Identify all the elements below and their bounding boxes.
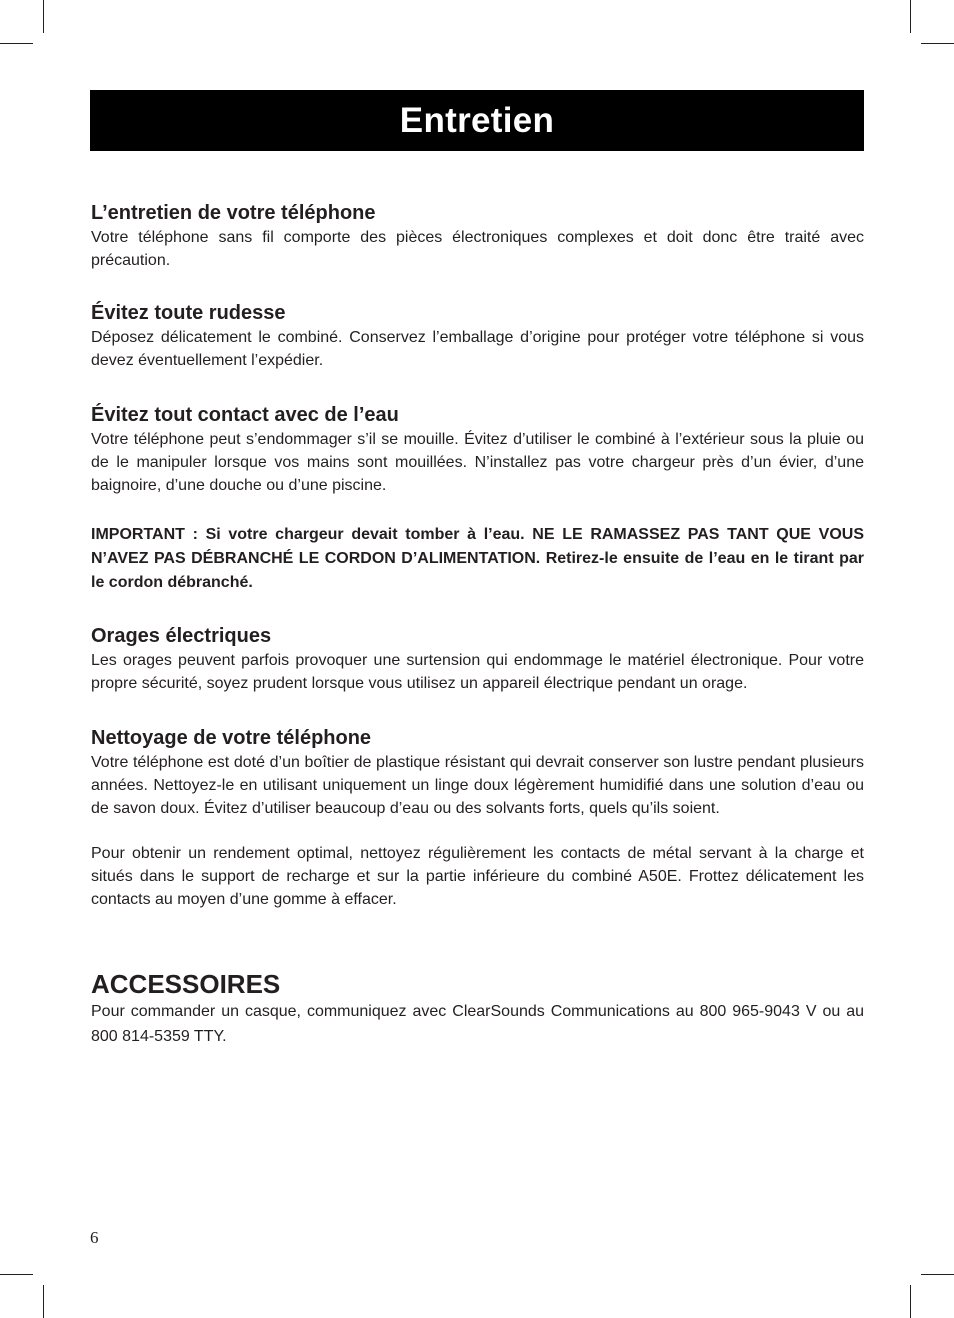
section-body: Votre téléphone sans fil comporte des pièces électroniques complexes et doit donc être traité avec précaution. [91,229,864,269]
section-cleaning [91,725,864,911]
section-heading: Évitez tout contact avec de l’eau [91,404,399,426]
crop-mark [0,43,33,44]
section-body: Votre téléphone peut s’endommager s’il se mouille. Évitez d’utiliser le combiné à l’extérieur sous la pluie ou de le manipuler lorsque vos mains sont mouillées. N’installez pas votre chargeur près d’un évier, d’une baignoire, d’une douche ou d’une piscine. [91,431,864,494]
section-storms [91,623,864,695]
section-body: Les orages peuvent parfois provoquer une surtension qui endommage le matériel électronique. Pour votre propre sécurité, soyez prudent lorsque vous utilisez un appareil électrique pendant un orage. [91,652,864,692]
section-accessories [91,969,864,1049]
important-notice: IMPORTANT : Si votre chargeur devait tomber à l’eau. NE LE RAMASSEZ PAS TANT QUE VOUS N’AVEZ PAS DÉBRANCHÉ LE CORDON D’ALIMENTATION. Retirez-le ensuite de l’eau en le tirant par le cordon débranché. [91,526,864,591]
crop-mark [910,1285,911,1318]
page-title: Entretien [399,101,555,140]
section-heading: Orages électriques [91,625,272,647]
section-body-2: Pour obtenir un rendement optimal, nettoyez régulièrement les contacts de métal servant à la charge et situés dans le support de recharge et sur la partie inférieure du combiné A50E. Frottez délicatement les contacts au moyen d’une gomme à effacer. [91,845,864,908]
crop-mark [921,1274,954,1275]
crop-mark [910,0,911,33]
crop-mark [43,1285,44,1318]
section-heading: L’entretien de votre téléphone [91,202,376,224]
title-bar [90,90,864,151]
section-rough-handling [91,300,864,372]
section-body: Déposez délicatement le combiné. Conservez l’emballage d’origine pour protéger votre téléphone si vous devez éventuellement l’expédier. [91,329,864,369]
accessories-heading: ACCESSOIRES [91,969,281,999]
accessories-body: Pour commander un casque, communiquez avec ClearSounds Communications au 800 965-9043 V ou au 800 814-5359 TTY. [91,1003,864,1045]
page-number: 6 [90,1228,99,1247]
section-heading: Nettoyage de votre téléphone [91,727,372,749]
crop-mark [921,43,954,44]
section-body: Votre téléphone est doté d’un boîtier de plastique résistant qui devrait conserver son lustre pendant plusieurs années. Nettoyez-le en utilisant uniquement un linge doux légèrement humidifié dans une solution d’eau ou de savon doux. Évitez d’utiliser beaucoup d’eau ou des solvants forts, quels qu’ils soient. [91,754,864,817]
crop-mark [0,1274,33,1275]
section-heading: Évitez toute rudesse [91,302,286,324]
section-water [91,402,864,497]
section-care [91,200,864,272]
crop-mark [43,0,44,33]
main-content [91,200,864,1049]
